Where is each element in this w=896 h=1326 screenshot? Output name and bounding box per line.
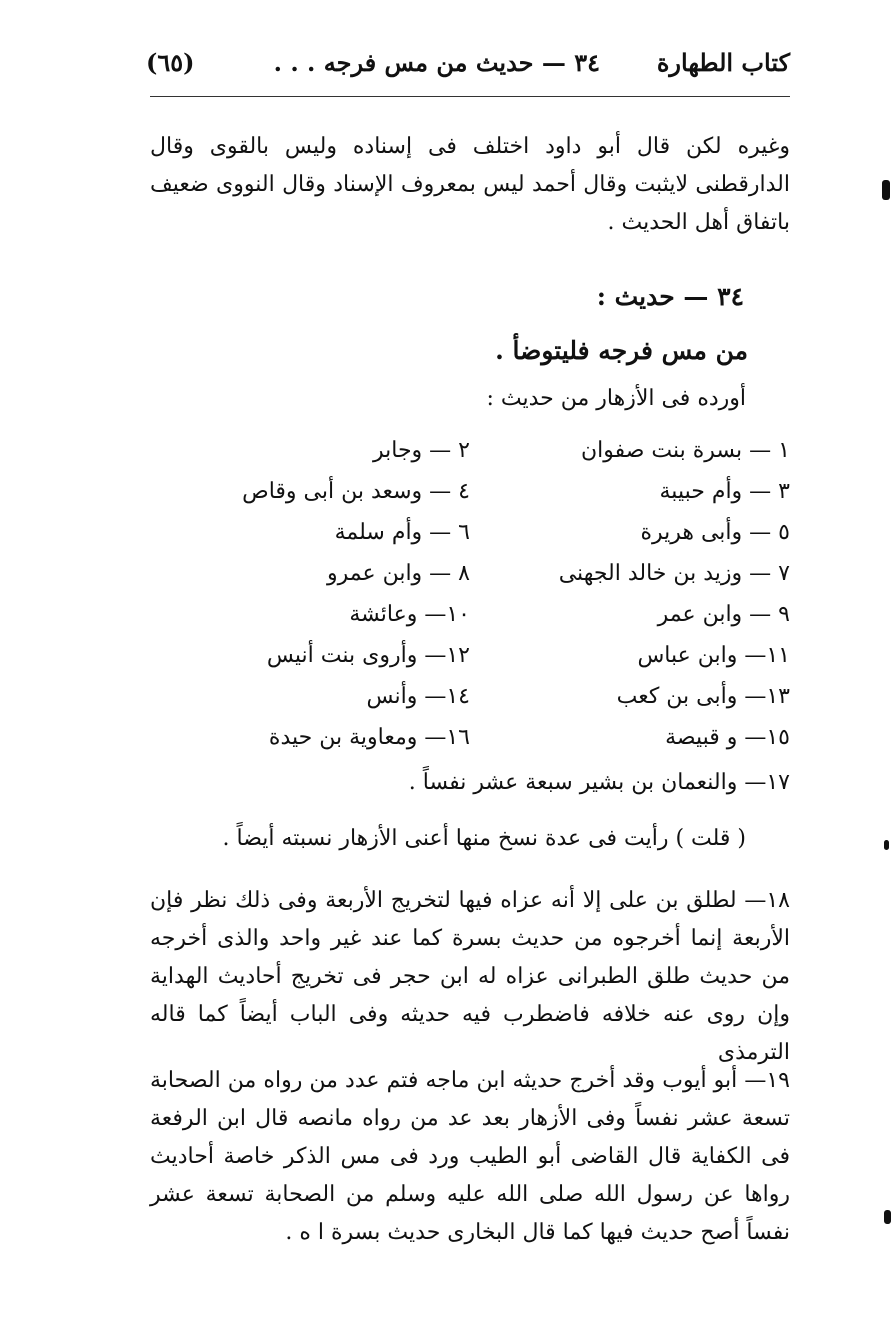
author-note: ( قلت ) رأيت فى عدة نسخ منها أعنى الأزهار نسبته أيضاً . (222, 826, 746, 851)
paragraph-19: ١٩— أبو أيوب وقد أخرج حديثه ابن ماجه فتم عدد من رواه من الصحابة تسعة عشر نفساً وفى الأزهار بعد عد من رواه مانصه قال ابن الرفعة فى الكفاية قال القاضى أبو الطيب ورد فى مس الذكر خاصة أحاديث رواها عن رسول الله صلى الله عليه وسلم من الصحابة تسعة عشر نفساً أصح حديث فيها كما قال البخارى حديث بسرة ا ه . (150, 1068, 790, 1245)
narrator-item: ١٤— وأنس (366, 684, 470, 709)
intro-line: أورده فى الأزهار من حديث : (486, 386, 746, 411)
narrator-item: ٥ — وأبى هريرة (640, 520, 790, 545)
page-number: (٦٥) (146, 48, 195, 77)
running-title: ٣٤ — حديث من مس فرجه . . . (273, 48, 600, 77)
narrator-item: ١١— وابن عباس (637, 643, 790, 668)
narrator-item: ١٥— و قبيصة (665, 725, 790, 750)
hadith-title: من مس فرجه فليتوضأ . (495, 336, 748, 365)
page-header (140, 44, 790, 88)
section-number: ٣٤ — حديث : (596, 282, 744, 311)
margin-ink-mark (884, 840, 889, 850)
book-title: كتاب الطهارة (656, 48, 790, 77)
narrator-item: ٤ — وسعد بن أبى وقاص (242, 479, 470, 504)
narrator-item: ٦ — وأم سلمة (334, 520, 470, 545)
narrator-item: ٢ — وجابر (372, 438, 470, 463)
narrator-item: ٩ — وابن عمر (657, 602, 790, 627)
margin-ink-mark (884, 1210, 891, 1224)
header-rule (150, 96, 790, 97)
narrator-item: ١٠— وعائشة (349, 602, 470, 627)
narrator-item: ١٣— وأبى بن كعب (616, 684, 790, 709)
narrator-item: ١٢— وأروى بنت أنيس (266, 643, 470, 668)
narrator-list (210, 438, 790, 766)
narrator-item: ٨ — وابن عمرو (326, 561, 470, 586)
paragraph-18: ١٨— لطلق بن على إلا أنه عزاه فيها لتخريج الأربعة وفى ذلك نظر فإن الأربعة إنما أخرجوه من حديث بسرة كما عند غير واحد والذى أخرجه من حديث طلق الطبرانى عزاه له ابن حجر فى تخريج أحاديث الهداية وإن روى عنه خلافه فاضطرب فيه حديثه وفى الباب أيضاً كما قاله الترمذى (150, 888, 790, 1065)
paragraph-continuation: وغيره لكن قال أبو داود اختلف فى إسناده وليس بالقوى وقال الدارقطنى لايثبت وقال أحمد ليس بمعروف الإسناد وقال النووى ضعيف باتفاق أهل الحديث . (150, 134, 790, 235)
narrator-item: ١٦— ومعاوية بن حيدة (268, 725, 470, 750)
narrator-item: ٧ — وزيد بن خالد الجهنى (558, 561, 790, 586)
narrator-item-17: ١٧— والنعمان بن بشير سبعة عشر نفساً . (408, 770, 790, 795)
narrator-item: ٣ — وأم حبيبة (659, 479, 790, 504)
margin-ink-mark (882, 180, 890, 200)
narrator-item: ١ — بسرة بنت صفوان (580, 438, 790, 463)
